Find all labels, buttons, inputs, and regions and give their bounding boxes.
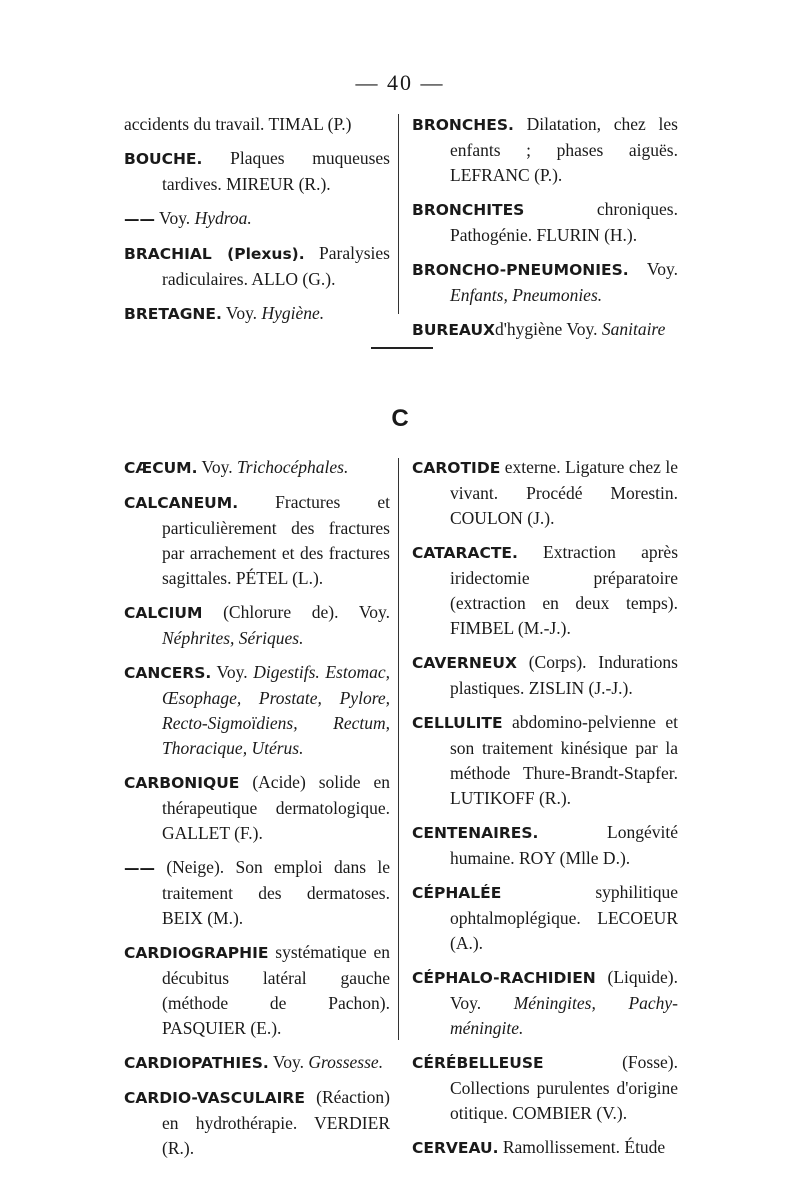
index-entry <box>412 1135 678 1161</box>
index-entry <box>412 820 678 871</box>
entry-heading: CÉPHALÉE <box>412 884 502 902</box>
index-entry <box>124 600 390 651</box>
entry-heading: CÉRÉBELLEUSE <box>412 1054 544 1072</box>
index-entry <box>124 112 390 137</box>
index-entry <box>124 241 390 292</box>
index-entry <box>412 455 678 531</box>
entry-reference: Sanitaire <box>601 319 666 339</box>
entry-heading: CÉPHALO-RACHIDIEN <box>412 969 596 987</box>
index-entry <box>412 880 678 956</box>
entry-text: (Chlorure de). Voy. <box>202 602 390 622</box>
entry-reference: Trichocéphales. <box>237 457 349 477</box>
entry-text: chroniques. Pathogénie. FLURIN (H.). <box>450 199 678 245</box>
index-entry <box>124 660 390 761</box>
entry-heading: CAROTIDE <box>412 459 501 477</box>
entry-text: (Réaction) en hydrothérapie. VERDIER (R.). <box>162 1087 390 1158</box>
index-column-top-left <box>124 112 390 336</box>
entry-reference: Néphrites, Sériques. <box>162 628 304 648</box>
index-entry <box>412 197 678 248</box>
index-entry <box>124 490 390 591</box>
index-entry <box>412 650 678 701</box>
entry-heading: CAVERNEUX <box>412 654 517 672</box>
entry-text: Voy. <box>221 303 262 323</box>
page-number: — 40 — <box>355 70 445 95</box>
index-entry <box>124 940 390 1041</box>
entry-heading: CARDIO-VASCULAIRE <box>124 1089 305 1107</box>
index-entry <box>124 770 390 846</box>
entry-text: Extraction après iridectomie préparatoire (extraction en deux temps). FIMBEL (M.-J.). <box>450 542 678 638</box>
entry-text: Voy. <box>628 259 678 279</box>
index-column-bottom-right <box>412 455 678 1170</box>
entry-text: (Acide) solide en thérapeutique dermatologique. GALLET (F.). <box>162 772 390 843</box>
entry-heading: CATARACTE. <box>412 544 518 562</box>
entry-heading: BRACHIAL (Plexus). <box>124 245 305 263</box>
entry-text: Plaques muqueuses tardives. MIREUR (R.). <box>162 148 390 194</box>
index-column-bottom-left <box>124 455 390 1170</box>
section-divider <box>371 347 433 349</box>
entry-heading: BRONCHES. <box>412 116 514 134</box>
entry-text: Voy. <box>268 1052 309 1072</box>
entry-reference: Hygiène. <box>261 303 325 323</box>
entry-heading: BOUCHE. <box>124 150 203 168</box>
entry-text: accidents du travail. TIMAL (P.) <box>124 114 352 134</box>
entry-heading: BUREAUX <box>412 321 495 339</box>
index-entry <box>124 855 390 931</box>
entry-heading: CARBONIQUE <box>124 774 240 792</box>
index-entry <box>124 206 390 232</box>
entry-text: abdomino-pelvienne et son traitement kinésique par la méthode Thure-Brandt-Stapfer. LUTIKOFF (R.). <box>450 712 678 808</box>
index-entry <box>124 455 390 481</box>
index-entry <box>412 317 678 343</box>
entry-heading: CELLULITE <box>412 714 503 732</box>
index-entry <box>124 1085 390 1161</box>
entry-text: syphilitique ophtalmoplégique. LECOEUR (A.). <box>450 882 678 953</box>
entry-text: (Liquide). Voy. <box>450 967 678 1013</box>
column-divider-bottom <box>398 458 399 1040</box>
entry-text: systématique en décubitus latéral gauche (méthode de Pachon). PASQUIER (E.). <box>162 942 390 1038</box>
index-entry <box>412 112 678 188</box>
index-column-top-right <box>412 112 678 352</box>
index-entry <box>412 540 678 641</box>
index-entry <box>412 965 678 1041</box>
entry-text: Dilatation, chez les enfants ; phases aiguës. LEFRANC (P.). <box>450 114 678 185</box>
entry-text: Voy. <box>155 208 195 228</box>
entry-heading: BRONCHITES <box>412 201 525 219</box>
column-divider-top <box>398 114 399 314</box>
entry-text: externe. Ligature chez le vivant. Procédé Morestin. COULON (J.). <box>450 457 678 528</box>
entry-reference: Hydroa. <box>194 208 252 228</box>
section-letter: C <box>391 405 409 432</box>
entry-text: Paralysies radiculaires. ALLO (G.). <box>162 243 390 289</box>
entry-heading: —— <box>124 210 155 228</box>
index-entry <box>412 710 678 811</box>
entry-text: d'hygiène Voy. <box>494 319 602 339</box>
entry-text: (Neige). Son emploi dans le traitement des dermatoses. BEIX (M.). <box>155 857 390 928</box>
entry-text: Fractures et particulièrement des fractures par arrachement et des fractures sagittales. PÉTEL (L.). <box>162 492 390 588</box>
entry-heading: CARDIOPATHIES. <box>124 1054 269 1072</box>
entry-text: (Corps). Indurations plastiques. ZISLIN (J.-J.). <box>450 652 678 698</box>
entry-reference: Méningites, Pachy-méningite. <box>450 993 678 1038</box>
entry-text: Voy. <box>211 662 254 682</box>
entry-reference: Grossesse. <box>308 1052 384 1072</box>
entry-heading: CARDIOGRAPHIE <box>124 944 269 962</box>
entry-heading: CERVEAU. <box>412 1139 499 1157</box>
entry-reference: Enfants, Pneumonies. <box>450 285 603 305</box>
entry-heading: BRONCHO-PNEUMONIES. <box>412 261 629 279</box>
index-entry <box>412 1050 678 1126</box>
entry-heading: CÆCUM. <box>124 459 198 477</box>
entry-heading: —— <box>124 859 155 877</box>
entry-text: Ramollissement. Étude <box>498 1137 666 1157</box>
entry-heading: CALCIUM <box>124 604 203 622</box>
entry-heading: CALCANEUM. <box>124 494 239 512</box>
index-entry <box>124 301 390 327</box>
entry-reference: Digestifs. Estomac, Œsophage, Prostate, Pylore, Recto-Sigmoïdiens, Rectum, Thoracique, Utérus. <box>162 662 390 758</box>
index-entry <box>124 146 390 197</box>
entry-heading: CENTENAIRES. <box>412 824 539 842</box>
entry-text: (Fosse). Collections purulentes d'origine otitique. COMBIER (V.). <box>450 1052 678 1123</box>
entry-text: Longévité humaine. ROY (Mlle D.). <box>450 822 678 868</box>
entry-heading: CANCERS. <box>124 664 212 682</box>
index-entry <box>412 257 678 308</box>
index-entry <box>124 1050 390 1076</box>
entry-heading: BRETAGNE. <box>124 305 222 323</box>
entry-text: Voy. <box>197 457 238 477</box>
